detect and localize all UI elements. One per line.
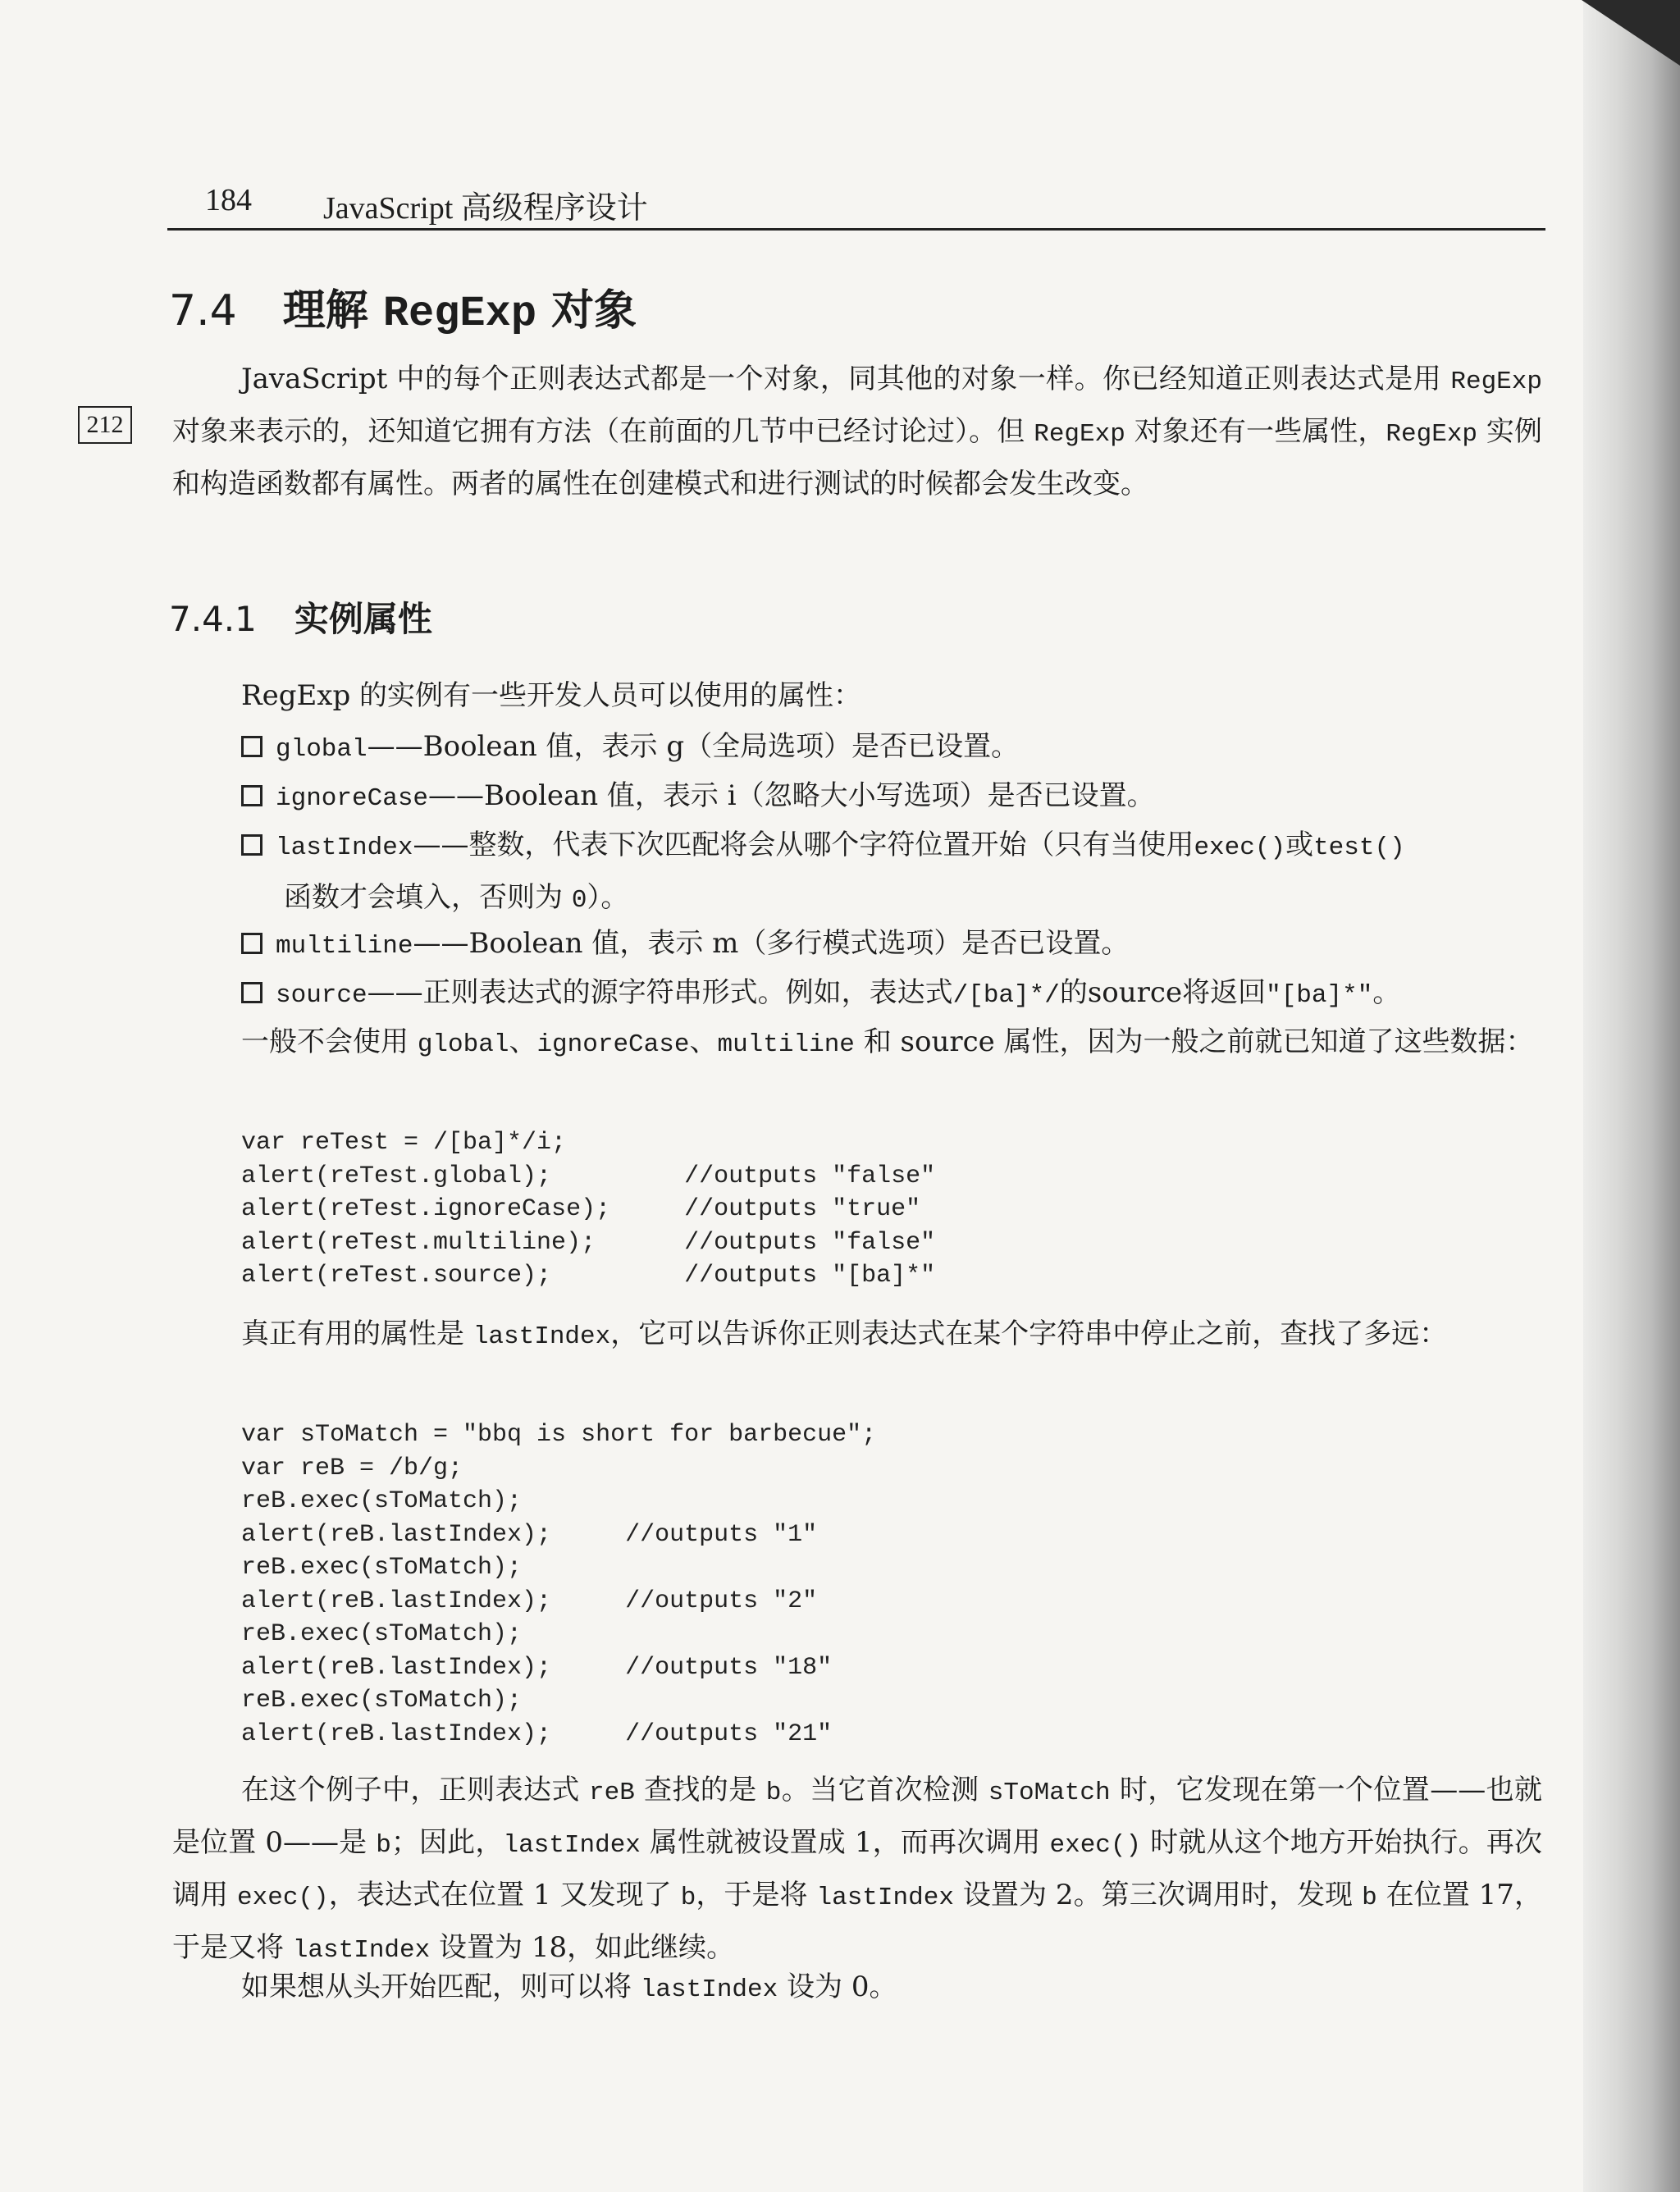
para-text: 查找的是 bbox=[634, 1774, 766, 1806]
code-line: alert(reTest.global); //outputs "false" bbox=[241, 1162, 936, 1190]
paragraph bbox=[172, 1017, 1542, 1070]
list-item bbox=[241, 820, 1554, 925]
prop-code: exec() bbox=[1194, 833, 1286, 862]
para-code: lastIndex bbox=[472, 1322, 611, 1351]
props-intro: RegExp 的实例有一些开发人员可以使用的属性： bbox=[241, 679, 862, 712]
running-header bbox=[167, 179, 1545, 231]
prop-dash: —— bbox=[428, 779, 485, 812]
code-line: var reTest = /[ba]*/i; bbox=[241, 1129, 567, 1157]
para-text: 一般不会使用 bbox=[241, 1025, 418, 1058]
para-code: lastIndex bbox=[640, 1975, 778, 2004]
prop-code: test() bbox=[1313, 833, 1405, 862]
checkbox-bullet-icon bbox=[241, 834, 262, 856]
prop-code: /[ba]*/ bbox=[952, 981, 1060, 1010]
para-text: 属性就被设置成 1，而再次调用 bbox=[640, 1826, 1050, 1859]
section-title-pre: 理解 bbox=[282, 286, 383, 336]
paragraph bbox=[172, 1765, 1542, 1975]
section-heading bbox=[169, 276, 637, 338]
paragraph bbox=[172, 1962, 1542, 2015]
section-number: 7.4 bbox=[169, 286, 237, 336]
para-text: 在这个例子中，正则表达式 bbox=[241, 1774, 589, 1806]
para-code: ignoreCase bbox=[536, 1030, 690, 1059]
page-number: 184 bbox=[205, 183, 252, 217]
para-text: 时，它发现在第一个位置——也就是位置 0——是 bbox=[172, 1774, 1542, 1859]
code-line: reB.exec(sToMatch); bbox=[241, 1620, 523, 1648]
list-item bbox=[241, 968, 1554, 1021]
code-line: alert(reB.lastIndex); //outputs "21" bbox=[241, 1719, 833, 1748]
code-line: alert(reB.lastIndex); //outputs "2" bbox=[241, 1587, 818, 1615]
prop-text: 的source将返回 bbox=[1059, 976, 1267, 1009]
prop-desc: Boolean 值，表示 m（多行模式选项）是否已设置。 bbox=[468, 927, 1130, 960]
para-code: b bbox=[680, 1884, 696, 1912]
checkbox-bullet-icon bbox=[241, 933, 262, 954]
list-item bbox=[241, 722, 1554, 774]
para-code: lastIndex bbox=[816, 1884, 954, 1912]
margin-page-reference: 212 bbox=[78, 406, 132, 444]
para-code: global bbox=[417, 1030, 509, 1059]
para-code: sToMatch bbox=[988, 1779, 1111, 1807]
checkbox-bullet-icon bbox=[241, 982, 262, 1003]
intro-code-1: RegExp bbox=[1450, 368, 1542, 396]
page-corner-shadow bbox=[1582, 0, 1680, 66]
prop-dash: —— bbox=[367, 976, 423, 1009]
subsection-heading bbox=[169, 592, 432, 642]
code-line: reB.exec(sToMatch); bbox=[241, 1554, 523, 1582]
prop-desc: 正则表达式的源字符串形式。例如，表达式 bbox=[422, 976, 953, 1009]
para-code: b bbox=[765, 1779, 782, 1807]
para-code: lastIndex bbox=[292, 1936, 431, 1965]
prop-text: 函数才会填入，否则为 bbox=[284, 881, 572, 914]
code-block-2 bbox=[241, 1418, 876, 1751]
code-line: var sToMatch = "bbq is short for barbecue"; bbox=[241, 1421, 877, 1449]
para-text: 在位置 17，于是又将 bbox=[172, 1879, 1542, 1964]
prop-name: lastIndex bbox=[276, 833, 413, 862]
code-line: alert(reTest.multiline); //outputs "false" bbox=[241, 1228, 936, 1257]
prop-dash: —— bbox=[413, 829, 469, 861]
para-code: b bbox=[376, 1831, 391, 1860]
intro-text-4: 实例和构造函数都有属性。两者的属性在创建模式和进行测试的时候都会发生改变。 bbox=[172, 415, 1542, 500]
para-text: ，它可以告诉你正则表达式在某个字符串中停止之前，查找了多远： bbox=[610, 1317, 1448, 1350]
subsection-title: 实例属性 bbox=[294, 599, 432, 639]
para-text: 、 bbox=[509, 1025, 537, 1058]
intro-code-2: RegExp bbox=[1034, 420, 1125, 449]
code-line: alert(reB.lastIndex); //outputs "1" bbox=[241, 1520, 818, 1549]
page-binding-shadow bbox=[1583, 0, 1680, 2192]
prop-desc: 整数，代表下次匹配将会从哪个字符位置开始（只有当使用 bbox=[468, 829, 1194, 861]
code-block-1 bbox=[241, 1126, 935, 1293]
para-text: 如果想从头开始匹配，则可以将 bbox=[241, 1971, 641, 2003]
prop-text: 或 bbox=[1285, 829, 1314, 861]
prop-desc: Boolean 值，表示 g（全局选项）是否已设置。 bbox=[422, 730, 1020, 763]
prop-dash: —— bbox=[367, 730, 423, 763]
list-item bbox=[241, 919, 1554, 971]
para-text: 设置为 2。第三次调用时，发现 bbox=[953, 1879, 1363, 1911]
para-code: lastIndex bbox=[503, 1831, 641, 1860]
prop-name: source bbox=[276, 981, 368, 1010]
code-line: alert(reTest.ignoreCase); //outputs "true" bbox=[241, 1195, 921, 1223]
para-code: multiline bbox=[717, 1030, 855, 1059]
intro-text-3: 对象还有一些属性， bbox=[1125, 415, 1386, 448]
intro-paragraph bbox=[172, 354, 1542, 509]
prop-text: ）。 bbox=[587, 881, 629, 914]
prop-continuation bbox=[241, 873, 1554, 925]
section-title-post: 对象 bbox=[536, 286, 637, 336]
code-line: reB.exec(sToMatch); bbox=[241, 1687, 523, 1715]
checkbox-bullet-icon bbox=[241, 736, 262, 757]
prop-desc: Boolean 值，表示 i（忽略大小写选项）是否已设置。 bbox=[484, 779, 1155, 812]
prop-text: 。 bbox=[1372, 976, 1401, 1009]
intro-code-3: RegExp bbox=[1386, 420, 1478, 449]
subsection-number: 7.4.1 bbox=[169, 599, 257, 639]
para-text: ，表达式在位置 1 又发现了 bbox=[328, 1879, 681, 1911]
para-text: 和 source 属性，因为一般之前就已知道了这些数据： bbox=[854, 1025, 1534, 1058]
code-line: alert(reB.lastIndex); //outputs "18" bbox=[241, 1653, 833, 1682]
para-code: exec() bbox=[237, 1884, 329, 1912]
list-item bbox=[241, 771, 1554, 824]
para-code: b bbox=[1362, 1884, 1377, 1912]
para-text: 设置为 18，如此继续。 bbox=[430, 1931, 735, 1964]
prop-code: 0 bbox=[571, 886, 587, 915]
paragraph bbox=[172, 1309, 1542, 1362]
code-line: reB.exec(sToMatch); bbox=[241, 1487, 523, 1515]
intro-text-1: JavaScript 中的每个正则表达式都是一个对象，同其他的对象一样。你已经知道正则表达式是用 bbox=[241, 363, 1451, 395]
para-code: reB bbox=[588, 1779, 635, 1807]
para-text: ，于是将 bbox=[696, 1879, 817, 1911]
book-title: JavaScript 高级程序设计 bbox=[323, 191, 648, 226]
para-text: ；因此， bbox=[390, 1826, 504, 1859]
checkbox-bullet-icon bbox=[241, 785, 262, 806]
section-title-code: RegExp bbox=[382, 290, 537, 338]
para-text: 真正有用的属性是 bbox=[241, 1317, 473, 1350]
code-line: alert(reTest.source); //outputs "[ba]*" bbox=[241, 1262, 936, 1290]
code-line: var reB = /b/g; bbox=[241, 1454, 463, 1482]
intro-text-2: 对象来表示的，还知道它拥有方法（在前面的几节中已经讨论过）。但 bbox=[172, 415, 1034, 448]
prop-name: ignoreCase bbox=[276, 784, 429, 813]
para-text: 时就从这个地方开始执行。再次调用 bbox=[172, 1826, 1542, 1911]
para-text: 、 bbox=[689, 1025, 718, 1058]
prop-dash: —— bbox=[413, 927, 469, 960]
prop-name: multiline bbox=[276, 932, 413, 961]
para-text: 设为 0。 bbox=[778, 1971, 897, 2003]
para-text: 。当它首次检测 bbox=[781, 1774, 988, 1806]
prop-code: "[ba]*" bbox=[1266, 981, 1373, 1010]
prop-name: global bbox=[276, 735, 368, 764]
para-code: exec() bbox=[1049, 1831, 1142, 1860]
